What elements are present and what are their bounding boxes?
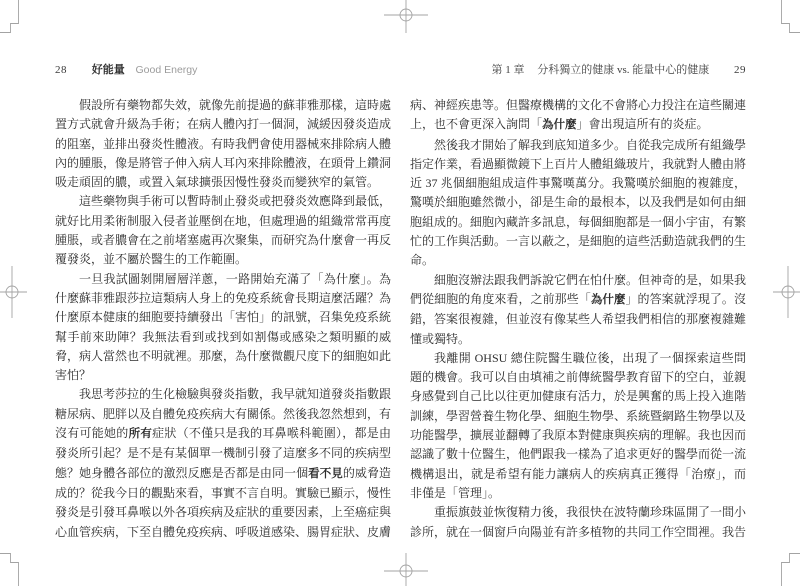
emphasis-text: 看不見 (308, 467, 343, 480)
paragraph (410, 503, 746, 542)
emphasis-text: 為什麼 (542, 119, 577, 132)
chapter-label: 第 1 章 (491, 64, 525, 76)
body-text-run: 我思考莎拉的生化檢驗與發炎指數，我早就知道發炎指數跟糖尿病、肥胖以及自體免疫疾病大有關係。然後我忽然想到，有沒有可能她的 (55, 387, 392, 441)
paragraph (410, 271, 746, 349)
left-page-body-text (55, 96, 391, 542)
book-title: 好能量 (91, 64, 125, 76)
emphasis-text: 所有 (128, 428, 153, 441)
body-text-run: 一旦我試圖剝開層層洋蔥，一路開始充滿了「為什麼」。為什麼蘇菲雅跟莎拉這類病人身上的免疫系統會長期這麼活躍？為什麼原本健康的細胞要持續發出「害怕」的訊號，召集免疫系統幫手前來助陣？我無法看到或找到如割傷或感染之類明顯的威脅，病人當然也不明就裡。那麼，為什麼微觀尺度下的細胞如此害怕？ (55, 271, 392, 383)
trim-mark-bottom-right (782, 554, 800, 586)
paragraph (410, 136, 746, 271)
body-text-run: 的威脅造成的？從我今日的觀點來看，事實不言自明。實驗已顯示，慢性發炎是引發耳鼻喉以外各項疾病及症狀的重要因素，上至癌症與心血管疾病，下至自體免疫疾病、呼吸道感染、腸胃症狀、皮膚 (55, 465, 392, 539)
trim-mark-top-right (782, 0, 800, 33)
body-text-run: 我離開 OHSU 總住院醫生職位後，出現了一個探索這些問題的機會。我可以自由填補之前傳統醫學教育留下的空白，並親身感覺到自己比以往更加健康有活力，於是興奮的馬上投入進階訓練，學習營養生物化學、細胞生物學、系統暨網路生物學以及功能醫學，擴展並翻轉了我原本對健康與疾病的理解。我也因而認識了數十位醫生，他們跟我一樣為了追求更好的醫學而從一流機構退出，就是希望有能力讓病人的疾病真正獲得「治療」，而非僅是「管理」。 (410, 350, 747, 500)
body-text-run: 細胞沒辦法跟我們訴說它們在怕什麼。但神奇的是，如果我們從細胞的角度來看，之前那些「 (410, 272, 747, 306)
paragraph (55, 96, 391, 192)
paragraph (55, 192, 391, 269)
registration-mark-top-center (384, 0, 428, 33)
trim-mark-bottom-left (0, 554, 19, 586)
body-text-run: 重振旗鼓並恢復精力後，我很快在波特蘭珍珠區開了一間小診所，就在一個窗戶向陽並有許多植物的共同工作空間裡。我告 (410, 505, 747, 539)
paragraph (410, 349, 746, 503)
paragraph (55, 270, 391, 386)
book-title-english: Good Energy (135, 64, 198, 76)
registration-mark-bottom-center (384, 553, 428, 586)
body-text-run: 」的答案就浮現了。沒錯，答案很複雜，但並沒有像某些人希望我們相信的那麼複雜難懂或獨特。 (410, 291, 747, 346)
body-text-run: 症狀（不僅只是我的耳鼻喉科範圍），都是由發炎所引起？是不是有某個單一機制引發了這麼多不同的疾病型態？她身體各部位的激烈反應是否都是由同一個 (55, 426, 392, 480)
chapter-title: 分科獨立的健康 vs. 能量中心的健康 (537, 64, 710, 76)
body-text-run: 然後我才開始了解我到底知道多少。自從我完成所有組織學指定作業，看過顯微鏡下上百片人體組織玻片，我就對人體由將近 37 兆個細胞組成這件事驚嘆萬分。我驚嘆於細胞的複雜度，驚嘆於細胞雖然微小，卻是生命的最根本，以及我們是如何由細胞組成的。細胞內藏許多訊息，每個細胞都是一個小宇宙，有繁忙的工作與活動。一言以蔽之，是細胞的這些活動造就我們的生命。 (410, 137, 747, 268)
body-text-run: 這些藥物與手術可以暫時制止發炎或把發炎效應降到最低，就好比用柔術制服入侵者並壓倒在地，但處理過的組織常常再度腫脹，或者膿會在之前堵塞處再次聚集，而研究為什麼會一再反覆發炎，並不屬於醫生的工作範圍。 (55, 194, 392, 267)
registration-mark-left-center (0, 266, 27, 318)
registration-mark-right-center (773, 266, 800, 318)
paragraph (410, 96, 746, 136)
body-text-run: 病、神經疾患等。但醫療機構的文化不會將心力投注在這些關連上，也不會更深入詢問「 (410, 98, 747, 132)
right-page-body-text (410, 96, 746, 542)
page-number-right: 29 (734, 64, 746, 76)
paragraph (55, 385, 391, 541)
trim-mark-top-left (0, 0, 19, 33)
body-text-run: 」會出現這所有的炎症。 (576, 117, 709, 132)
emphasis-text: 為什麼 (590, 293, 626, 306)
body-text-run: 假設所有藥物都失效，就像先前提過的蘇菲雅那樣，這時處置方式就會升級為手術；在病人體內打一個洞，減緩因發炎造成的阻塞，並排出發炎性體液。有時我們會使用器械來排除病人體內的腫脹，像是將管子伸入病人耳內來排除體液，在頭骨上鑽洞吸走頑固的膿，或置入氣球擴張因慢性發炎而變狹窄的氣管。 (55, 98, 392, 190)
running-head-left (55, 61, 197, 77)
running-head-right (491, 61, 746, 77)
page-number-left: 28 (55, 64, 67, 76)
